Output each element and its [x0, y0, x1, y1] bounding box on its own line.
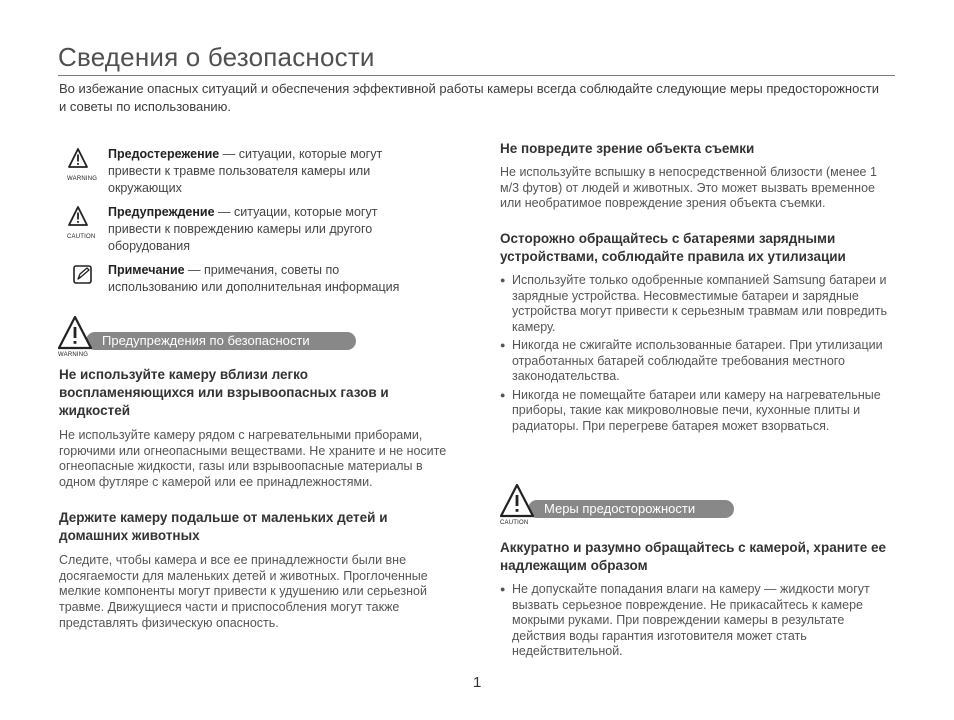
legend-item-note — [108, 262, 423, 296]
warning-icon — [58, 315, 94, 351]
legend-desc: — примечания, советы по использованию или дополнительная информация — [108, 263, 400, 294]
section-pill-label: Предупреждения по безопасности — [102, 333, 310, 348]
legend-desc: — ситуации, которые могут привести к травме пользователя камеры или окружающих — [108, 147, 383, 195]
intro-text: Во избежание опасных ситуаций и обеспечения эффективной работы камеры всегда соблюдайте следующие меры предосторожности и советы по использованию. — [59, 81, 880, 114]
caution-icon-label: CAUTION — [67, 234, 96, 240]
warnings-section-header — [58, 315, 358, 358]
legend-term: Предостережение — [108, 147, 220, 161]
page-title: Сведения о безопасности — [58, 42, 375, 72]
list-item: ● Никогда не помещайте батареи или камеру на нагревательные приборы, такие как микроволновые печи, кухонные плиты и радиаторы. При перегреве батарея может взорваться. — [500, 388, 896, 435]
section-pill — [86, 332, 356, 350]
warnings-section-body — [59, 366, 459, 631]
section-pill — [528, 500, 734, 518]
list-item: ● Используйте только одобренные компанией Samsung батареи и зарядные устройства. Несовместимые батареи и зарядные устройства могут привести к серьезным травмам или повредить камеру. — [500, 273, 896, 335]
warning-icon — [67, 147, 101, 183]
item-heading: Держите камеру подальше от маленьких детей и домашних животных — [59, 509, 388, 543]
note-icon — [72, 264, 106, 300]
item-body: Не используйте камеру рядом с нагревательными приборами, горючими или огнеопасными веществами. Не храните и не носите огнеопасные жидкости, газы или взрывоопасные материалы в одном футляре с камерой или ее принадлежностями. — [59, 428, 447, 490]
item-heading: Не используйте камеру вблизи легко воспламеняющихся или взрывоопасных газов и жидкостей — [59, 367, 389, 418]
legend-term: Предупреждение — [108, 205, 215, 219]
legend-term: Примечание — [108, 263, 185, 277]
caution-icon — [67, 205, 101, 241]
right-column — [500, 140, 896, 437]
item-body: Не используйте вспышку в непосредственной близости (менее 1 м/3 футов) от людей и животных. Это может вызвать временное или необратимое повреждение зрения объекта съемки. — [500, 165, 877, 211]
list-item: ● Никогда не сжигайте использованные батареи. При утилизации отработанных батарей соблюдайте требования местного законодательства. — [500, 338, 896, 385]
warning-icon-label: WARNING — [67, 176, 98, 182]
page-number: 1 — [473, 674, 482, 691]
item-heading: Осторожно обращайтесь с батареями зарядными устройствами, соблюдайте правила их утилизации — [500, 231, 846, 265]
legend-item-caution — [108, 204, 423, 255]
legend-desc: — ситуации, которые могут привести к повреждению камеры или другого оборудования — [108, 205, 378, 253]
bullet-list — [500, 582, 896, 660]
item-heading: Аккуратно и разумно обращайтесь с камерой, храните ее надлежащим образом — [500, 540, 887, 573]
caution-icon-label: CAUTION — [500, 520, 529, 526]
caution-icon — [500, 483, 536, 519]
legend-item-warning — [108, 146, 423, 197]
section-pill-label: Меры предосторожности — [544, 501, 696, 516]
item-heading: Не повредите зрение объекта съемки — [500, 141, 755, 156]
item-body: Следите, чтобы камера и все ее принадлежности были вне досягаемости для маленьких детей и животных. Проглоченные мелкие компоненты могут привести к удушению или серьезной травме. Движущиеся части и приспособления могут также представлять физическую опасность. — [59, 552, 428, 630]
caution-section-body — [500, 539, 896, 663]
list-item: ● Не допускайте попадания влаги на камеру — жидкости могут вызвать серьезное повреждение. Не прикасайтесь к камере мокрыми руками. При повреждении камеры в результате действия воды гарантия изготовителя может стать недействительной. — [500, 582, 872, 660]
bullet-list — [500, 273, 896, 434]
title-divider — [58, 75, 895, 76]
warning-icon-label: WARNING — [58, 352, 89, 358]
caution-section-header — [500, 483, 740, 526]
